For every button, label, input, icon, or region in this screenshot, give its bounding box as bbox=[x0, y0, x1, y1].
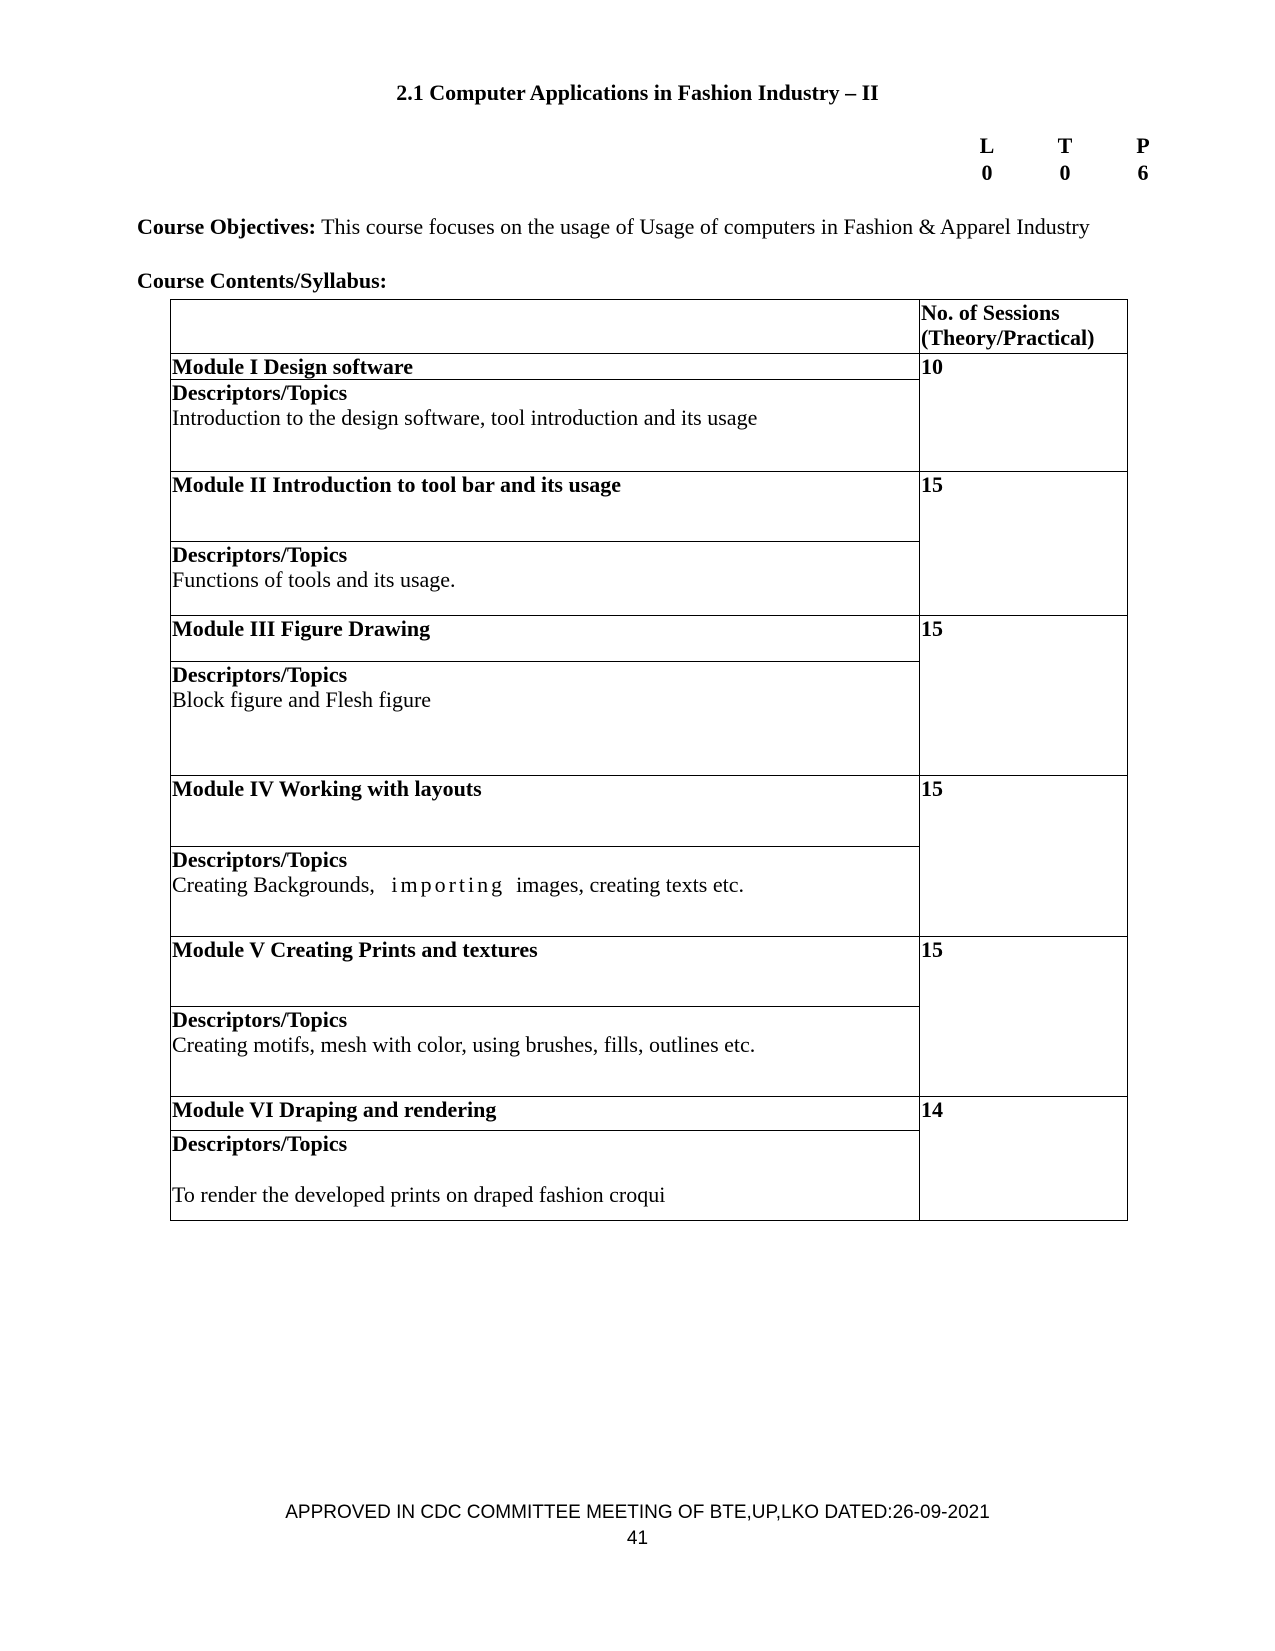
module-sessions: 15 bbox=[920, 472, 1128, 616]
page-title: 2.1 Computer Applications in Fashion Industry – II bbox=[396, 80, 879, 105]
module-title: Module II Introduction to tool bar and its usage bbox=[171, 472, 920, 542]
header-blank-cell bbox=[171, 300, 920, 354]
topics-post: images, creating texts etc. bbox=[505, 872, 744, 897]
module-sessions: 15 bbox=[920, 616, 1128, 776]
objectives-text: This course focuses on the usage of Usage of computers in Fashion & Apparel Industry bbox=[316, 214, 1090, 239]
ltp-header-t: T bbox=[1057, 133, 1073, 158]
module-title-row bbox=[171, 1097, 1128, 1131]
topics-gap bbox=[172, 1156, 918, 1182]
module-topics-cell bbox=[171, 1131, 920, 1221]
module-title: Module V Creating Prints and textures bbox=[171, 937, 920, 1007]
topics-pre: Creating Backgrounds, bbox=[172, 872, 392, 897]
ltp-value-p: 6 bbox=[1137, 160, 1149, 185]
module-sessions: 14 bbox=[920, 1097, 1128, 1221]
module-topics bbox=[172, 872, 918, 897]
module-title-row bbox=[171, 776, 1128, 847]
module-title: Module III Figure Drawing bbox=[171, 616, 920, 662]
module-title-row bbox=[171, 937, 1128, 1007]
module-sessions: 15 bbox=[920, 776, 1128, 937]
module-topics: Functions of tools and its usage. bbox=[172, 567, 456, 592]
page-number: 41 bbox=[626, 1528, 649, 1549]
module-title: Module VI Draping and rendering bbox=[171, 1097, 920, 1131]
ltp-value-t: 0 bbox=[1059, 160, 1071, 185]
module-topics: Introduction to the design software, tool introduction and its usage bbox=[172, 405, 758, 430]
module-title-row bbox=[171, 616, 1128, 662]
module-title-row bbox=[171, 354, 1128, 380]
ltp-headers bbox=[975, 132, 1155, 159]
syllabus-table bbox=[170, 299, 1128, 1221]
ltp-value-l: 0 bbox=[981, 160, 993, 185]
module-topics: To render the developed prints on draped fashion croqui bbox=[172, 1182, 666, 1207]
module-title: Module IV Working with layouts bbox=[171, 776, 920, 847]
ltp-header-p: P bbox=[1136, 133, 1150, 158]
module-title-row bbox=[171, 472, 1128, 542]
module-topics-cell bbox=[171, 1007, 920, 1097]
ltp-values bbox=[975, 159, 1155, 186]
descriptor-label: Descriptors/Topics bbox=[172, 380, 348, 405]
objectives-label: Course Objectives: bbox=[137, 214, 317, 239]
page-footer bbox=[0, 1500, 1275, 1552]
descriptor-label: Descriptors/Topics bbox=[172, 1131, 348, 1156]
module-topics: Creating motifs, mesh with color, using brushes, fills, outlines etc. bbox=[172, 1032, 756, 1057]
descriptor-label: Descriptors/Topics bbox=[172, 847, 348, 872]
ltp-block bbox=[975, 132, 1155, 186]
approval-note: APPROVED IN CDC COMMITTEE MEETING OF BTE,UP,LKO DATED:26-09-2021 bbox=[285, 1502, 990, 1523]
course-objectives bbox=[137, 214, 1090, 240]
table-header-row bbox=[171, 300, 1128, 354]
topics-spaced: importing bbox=[391, 872, 506, 897]
sessions-header-line1: No. of Sessions bbox=[921, 300, 1060, 325]
module-title: Module I Design software bbox=[171, 354, 920, 380]
module-topics-cell bbox=[171, 542, 920, 616]
descriptor-label: Descriptors/Topics bbox=[172, 542, 348, 567]
module-topics: Block figure and Flesh figure bbox=[172, 687, 432, 712]
ltp-header-l: L bbox=[979, 133, 995, 158]
module-sessions: 15 bbox=[920, 937, 1128, 1097]
descriptor-label: Descriptors/Topics bbox=[172, 662, 348, 687]
sessions-header-line2: (Theory/Practical) bbox=[921, 325, 1095, 350]
module-topics-cell bbox=[171, 380, 920, 472]
contents-heading: Course Contents/Syllabus: bbox=[137, 268, 387, 293]
module-topics-cell bbox=[171, 847, 920, 937]
sessions-header bbox=[920, 300, 1128, 354]
module-sessions: 10 bbox=[920, 354, 1128, 472]
module-topics-cell bbox=[171, 662, 920, 776]
descriptor-label: Descriptors/Topics bbox=[172, 1007, 348, 1032]
